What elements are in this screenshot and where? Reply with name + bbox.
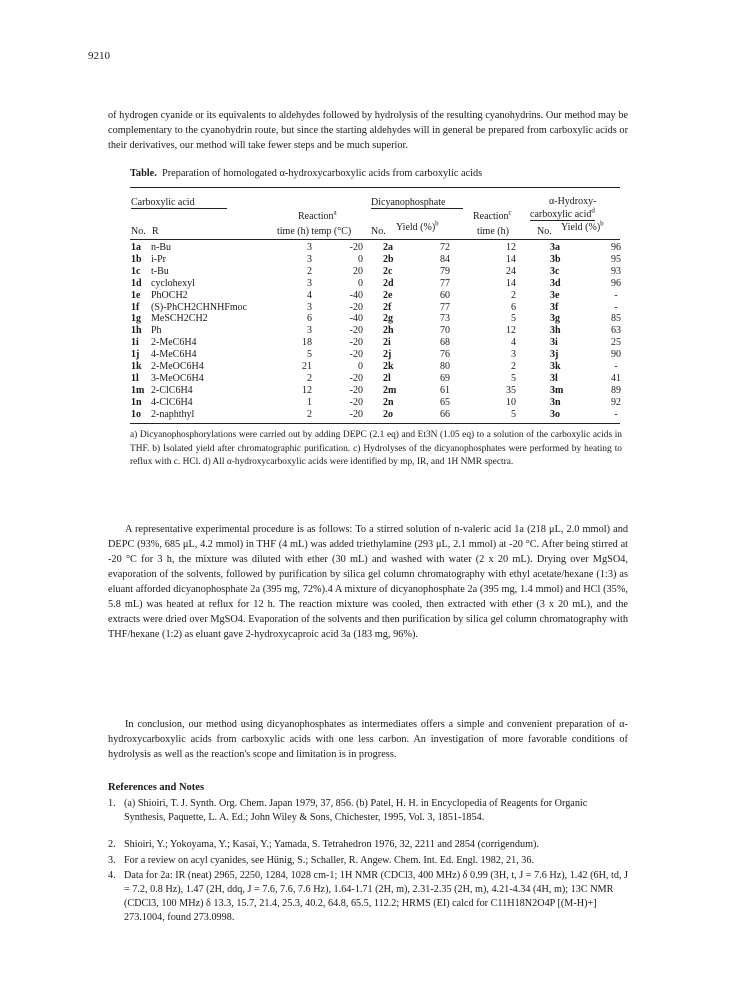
cell-r: cyclohexyl bbox=[151, 277, 195, 289]
cell-time: 3 bbox=[307, 253, 312, 265]
cell-dicyano-yield: 73 bbox=[440, 313, 450, 325]
cell-temp: 0 bbox=[358, 361, 363, 373]
reference-text: For a review on acyl cyanides, see Hünig, S.; Schaller, R. Angew. Chem. Int. Ed. Engl. 1982, 21, 36. bbox=[124, 855, 535, 866]
cell-acid-no: 3i bbox=[550, 337, 558, 349]
cell-acid-yield: 89 bbox=[611, 384, 621, 396]
cell-reaction-time: 5 bbox=[511, 313, 516, 325]
table-header-rule bbox=[130, 239, 620, 240]
cell-dicyano-yield: 77 bbox=[440, 301, 450, 313]
cell-acid-yield: 41 bbox=[611, 372, 621, 384]
cell-acid-yield: 96 bbox=[611, 242, 621, 253]
cell-dicyano-yield: 69 bbox=[440, 372, 450, 384]
cell-no: 1l bbox=[131, 372, 139, 384]
header-r: R bbox=[152, 226, 159, 237]
table-row bbox=[131, 266, 626, 278]
reference-number: 4. bbox=[108, 870, 116, 881]
header-dno: No. bbox=[371, 226, 386, 237]
cell-acid-no: 3k bbox=[550, 361, 561, 373]
cell-temp: -40 bbox=[349, 313, 363, 325]
cell-reaction-time: 14 bbox=[506, 253, 516, 265]
cell-dicyano-no: 2l bbox=[383, 372, 391, 384]
table-bottom-rule bbox=[130, 423, 620, 424]
header-time-h: time (h) bbox=[477, 226, 509, 237]
cell-dicyano-no: 2f bbox=[383, 301, 392, 313]
table-row bbox=[131, 397, 626, 409]
cell-acid-yield: 90 bbox=[611, 349, 621, 361]
header-ahydroxy-1: α-Hydroxy- bbox=[549, 196, 597, 207]
cell-reaction-time: 6 bbox=[511, 301, 516, 313]
intro-paragraph: of hydrogen cyanide or its equivalents to aldehydes followed by hydrolysis of the resulting cyanohydrins. Our method may be complementary to the cyanohydrin route, but since the starting aldehydes will in general be prepared from carboxylic acids or their derivatives, our method will take fewer steps and be much superior. bbox=[108, 110, 628, 151]
cell-no: 1m bbox=[131, 384, 145, 396]
cell-reaction-time: 5 bbox=[511, 372, 516, 384]
header-ahydroxy-2: carboxylic acid$^d$ bbox=[530, 206, 595, 220]
cell-dicyano-yield: 60 bbox=[440, 289, 450, 301]
cell-dicyano-yield: 84 bbox=[440, 253, 450, 265]
table-caption bbox=[130, 168, 482, 179]
table-row bbox=[131, 385, 626, 397]
cell-reaction-time: 12 bbox=[506, 325, 516, 337]
cell-r: PhOCH2 bbox=[151, 289, 188, 301]
procedure-paragraph: A representative experimental procedure is as follows: To a stirred solution of n-valeric acid 1a (218 μL, 2.0 mmol) and DEPC (93%, 685 μL, 4.2 mmol) in THF (4 mL) was added triethylamine (293 μL, 2.1 mmol) at -20 °C. After being stirred at -20 °C for 3 h, the mixture was diluted with ether (30 mL) and washed with water (2 x 20 mL). Drying over MgSO4, evaporation of the solvents, followed by purification by silica gel column chromatography with ethyl acetate/hexane (1:3) as eluant afforded dicyanophosphate 2a (395 mg, 72%).4 A mixture of dicyanophosphate 2a (395 mg, 1.4 mmol) and HCl (35%, 5.8 mL) was heated at reflux for 12 h. The reaction mixture was cooled, then extracted with ether (3 x 20 mL), and the extracts were dried over MgSO4. Evaporation of the solvents and then purification by silica gel column chromatography with THF/hexane (1:2) as eluant gave 2-hydroxycaproic acid 3a (183 mg, 96%). bbox=[108, 524, 628, 640]
cell-acid-no: 3f bbox=[550, 301, 559, 313]
cell-reaction-time: 3 bbox=[511, 349, 516, 361]
cell-temp: -40 bbox=[349, 289, 363, 301]
cell-time: 2 bbox=[307, 372, 312, 384]
cell-acid-yield: 25 bbox=[611, 337, 621, 349]
cell-dicyano-yield: 68 bbox=[440, 337, 450, 349]
table-row bbox=[131, 254, 626, 266]
reference-item bbox=[108, 797, 628, 825]
cell-r: 2-MeOC6H4 bbox=[151, 361, 204, 373]
cell-time: 4 bbox=[307, 289, 312, 301]
cell-reaction-time: 14 bbox=[506, 277, 516, 289]
cell-time: 3 bbox=[307, 325, 312, 337]
cell-dicyano-no: 2o bbox=[383, 408, 393, 420]
reference-number: 2. bbox=[108, 839, 116, 850]
cell-acid-no: 3e bbox=[550, 289, 560, 301]
cell-dicyano-yield: 70 bbox=[440, 325, 450, 337]
cell-reaction-time: 24 bbox=[506, 265, 516, 277]
header-dicyanophosphate: Dicyanophosphate bbox=[371, 197, 463, 209]
reference-item bbox=[108, 869, 628, 925]
reference-text: Data for 2a: IR (neat) 2965, 2250, 1284, 1028 cm-1; 1H NMR (CDCl3, 400 MHz) δ 0.99 (3H, t, J = 7.6 Hz), 1.42 (6H, td, J = 7.2, 0.8 Hz), 1.47 (2H, ddq, J = 7.6, 7.6, 7.6 Hz), 1.64-1.71 (2H, m), 2.31-2.35 (2H, m), 4.21-4.34 (4H, m); 13C NMR (CDCl3, 100 MHz) δ 13.3, 15.7, 21.4, 25.3, 40.2, 64.8, 65.5, 112.2; HRMS (EI) calcd for C11H18N2O4P [(M-H)+] 273.1004, found 273.0998. bbox=[124, 870, 629, 923]
cell-dicyano-yield: 72 bbox=[440, 242, 450, 253]
cell-r: n-Bu bbox=[151, 242, 171, 253]
cell-acid-no: 3m bbox=[550, 384, 564, 396]
cell-dicyano-no: 2b bbox=[383, 253, 394, 265]
reference-item bbox=[108, 838, 628, 852]
table-caption-text: Preparation of homologated α-hydroxycarboxylic acids from carboxylic acids bbox=[161, 168, 483, 179]
cell-acid-yield: 85 bbox=[611, 313, 621, 325]
cell-reaction-time: 35 bbox=[506, 384, 516, 396]
cell-time: 3 bbox=[307, 277, 312, 289]
cell-temp: 0 bbox=[358, 253, 363, 265]
cell-temp: -20 bbox=[349, 396, 363, 408]
cell-temp: -20 bbox=[349, 301, 363, 313]
cell-acid-no: 3c bbox=[550, 265, 560, 277]
cell-time: 3 bbox=[307, 242, 312, 253]
table-row bbox=[131, 278, 626, 290]
reference-text: (a) Shioiri, T. J. Synth. Org. Chem. Japan 1979, 37, 856. (b) Patel, H. H. in Encyclopedia of Reagents for Organic Synthesis, Paquette, L. A. Ed.; John Wiley & Sons, Chichester, 1995, Vol. 3, 1851-1854. bbox=[124, 798, 588, 823]
cell-reaction-time: 12 bbox=[506, 242, 516, 253]
cell-acid-no: 3d bbox=[550, 277, 561, 289]
cell-acid-yield: 96 bbox=[611, 277, 621, 289]
cell-reaction-time: 4 bbox=[511, 337, 516, 349]
reference-text: Shioiri, Y.; Yokoyama, Y.; Kasai, Y.; Yamada, S. Tetrahedron 1976, 32, 2211 and 2854 (corrigendum). bbox=[124, 839, 539, 850]
cell-no: 1o bbox=[131, 408, 141, 420]
cell-acid-yield: 95 bbox=[611, 253, 621, 265]
cell-r: t-Bu bbox=[151, 265, 169, 277]
cell-time: 6 bbox=[307, 313, 312, 325]
cell-r: 2-ClC6H4 bbox=[151, 384, 193, 396]
conclusion-paragraph: In conclusion, our method using dicyanophosphates as intermediates offers a simple and convenient preparation of α-hydroxycarboxylic acids from carboxylic acids with one less carbon. An investigation of more favorable conditions of hydrolysis as well as the reaction's scope and limitation is in progress. bbox=[108, 719, 628, 760]
cell-r: 3-MeOC6H4 bbox=[151, 372, 204, 384]
cell-r: Ph bbox=[151, 325, 162, 337]
cell-dicyano-yield: 80 bbox=[440, 361, 450, 373]
cell-acid-yield: 92 bbox=[611, 396, 621, 408]
cell-dicyano-no: 2a bbox=[383, 242, 393, 253]
cell-time: 12 bbox=[302, 384, 312, 396]
cell-no: 1h bbox=[131, 325, 142, 337]
cell-dicyano-no: 2m bbox=[383, 384, 397, 396]
table-row bbox=[131, 361, 626, 373]
cell-r: 2-MeC6H4 bbox=[151, 337, 197, 349]
header-carboxylic-acid: Carboxylic acid bbox=[131, 197, 227, 209]
cell-acid-no: 3b bbox=[550, 253, 561, 265]
table-row bbox=[131, 242, 626, 254]
cell-r: 2-naphthyl bbox=[151, 408, 195, 420]
reference-number: 3. bbox=[108, 855, 116, 866]
cell-dicyano-no: 2n bbox=[383, 396, 394, 408]
table-caption-label: Table. bbox=[130, 168, 157, 179]
cell-temp: -20 bbox=[349, 408, 363, 420]
cell-temp: 20 bbox=[353, 265, 363, 277]
cell-reaction-time: 5 bbox=[511, 408, 516, 420]
header-ayield: Yield (%)$^b$ bbox=[561, 219, 604, 233]
cell-reaction-time: 2 bbox=[511, 289, 516, 301]
page-number: 9210 bbox=[88, 50, 110, 62]
cell-acid-no: 3n bbox=[550, 396, 561, 408]
cell-no: 1k bbox=[131, 361, 142, 373]
cell-acid-no: 3g bbox=[550, 313, 560, 325]
cell-time: 5 bbox=[307, 349, 312, 361]
cell-r: 4-MeC6H4 bbox=[151, 349, 197, 361]
table-row bbox=[131, 349, 626, 361]
cell-time: 2 bbox=[307, 408, 312, 420]
table-row bbox=[131, 373, 626, 385]
table-row bbox=[131, 409, 626, 421]
header-no: No. bbox=[131, 226, 146, 237]
cell-dicyano-no: 2e bbox=[383, 289, 393, 301]
cell-reaction-time: 2 bbox=[511, 361, 516, 373]
cell-time: 21 bbox=[302, 361, 312, 373]
cell-dicyano-no: 2c bbox=[383, 265, 393, 277]
cell-dicyano-yield: 66 bbox=[440, 408, 450, 420]
cell-time: 3 bbox=[307, 301, 312, 313]
cell-temp: -20 bbox=[349, 337, 363, 349]
cell-dicyano-yield: 77 bbox=[440, 277, 450, 289]
cell-dicyano-yield: 79 bbox=[440, 265, 450, 277]
cell-temp: -20 bbox=[349, 349, 363, 361]
cell-r: MeSCH2CH2 bbox=[151, 313, 208, 325]
cell-time: 18 bbox=[302, 337, 312, 349]
cell-no: 1a bbox=[131, 242, 141, 253]
cell-dicyano-no: 2h bbox=[383, 325, 394, 337]
cell-acid-no: 3j bbox=[550, 349, 559, 361]
cell-dicyano-yield: 65 bbox=[440, 396, 450, 408]
cell-r: 4-ClC6H4 bbox=[151, 396, 193, 408]
cell-temp: -20 bbox=[349, 325, 363, 337]
cell-no: 1i bbox=[131, 337, 139, 349]
table-row bbox=[131, 313, 626, 325]
cell-acid-yield: - bbox=[614, 289, 618, 301]
header-time-temp: time (h) temp (°C) bbox=[277, 226, 352, 237]
cell-dicyano-no: 2g bbox=[383, 313, 393, 325]
cell-r: (S)-PhCH2CHNHFmoc bbox=[151, 301, 248, 313]
cell-temp: 0 bbox=[358, 277, 363, 289]
cell-no: 1e bbox=[131, 289, 141, 301]
cell-no: 1c bbox=[131, 265, 141, 277]
header-reaction-c: Reaction$^c$ bbox=[473, 208, 512, 222]
cell-dicyano-yield: 61 bbox=[440, 384, 450, 396]
table-row bbox=[131, 302, 626, 314]
cell-acid-no: 3a bbox=[550, 242, 560, 253]
table-row bbox=[131, 290, 626, 302]
cell-temp: -20 bbox=[349, 242, 363, 253]
table-row bbox=[131, 337, 626, 349]
cell-dicyano-no: 2j bbox=[383, 349, 392, 361]
header-ano: No. bbox=[537, 226, 552, 237]
table-top-rule bbox=[130, 187, 620, 188]
cell-time: 1 bbox=[307, 396, 312, 408]
cell-dicyano-no: 2d bbox=[383, 277, 394, 289]
cell-no: 1d bbox=[131, 277, 142, 289]
cell-no: 1j bbox=[131, 349, 140, 361]
cell-acid-no: 3l bbox=[550, 372, 558, 384]
header-reaction-a: Reaction$^a$ bbox=[298, 208, 337, 222]
data-table bbox=[131, 242, 626, 421]
cell-acid-yield: 93 bbox=[611, 265, 621, 277]
cell-no: 1f bbox=[131, 301, 140, 313]
cell-acid-no: 3h bbox=[550, 325, 561, 337]
cell-dicyano-yield: 76 bbox=[440, 349, 450, 361]
cell-acid-no: 3o bbox=[550, 408, 560, 420]
cell-reaction-time: 10 bbox=[506, 396, 516, 408]
table-footnote: a) Dicyanophosphorylations were carried out by adding DEPC (2.1 eq) and Et3N (1.05 eq) to a solution of the carboxylic acids in THF. b) Isolated yield after chromatographic purification. c) Hydrolyses of the dicyanophosphates were performed by heating to reflux with c. HCl. d) All α-hydroxycarboxylic acids were identified by mp, IR, and 1H NMR spectra. bbox=[130, 430, 622, 467]
table-row bbox=[131, 325, 626, 337]
cell-acid-yield: - bbox=[614, 361, 618, 373]
cell-r: i-Pr bbox=[151, 253, 166, 265]
reference-item bbox=[108, 854, 628, 868]
reference-number: 1. bbox=[108, 798, 116, 809]
cell-time: 2 bbox=[307, 265, 312, 277]
cell-dicyano-no: 2i bbox=[383, 337, 391, 349]
references-heading: References and Notes bbox=[108, 782, 205, 793]
header-yield-b: Yield (%)$^b$ bbox=[396, 219, 439, 233]
cell-dicyano-no: 2k bbox=[383, 361, 394, 373]
cell-acid-yield: 63 bbox=[611, 325, 621, 337]
cell-temp: -20 bbox=[349, 384, 363, 396]
cell-no: 1b bbox=[131, 253, 142, 265]
cell-acid-yield: - bbox=[614, 301, 618, 313]
cell-no: 1g bbox=[131, 313, 141, 325]
cell-acid-yield: - bbox=[614, 408, 618, 420]
cell-no: 1n bbox=[131, 396, 142, 408]
cell-temp: -20 bbox=[349, 372, 363, 384]
